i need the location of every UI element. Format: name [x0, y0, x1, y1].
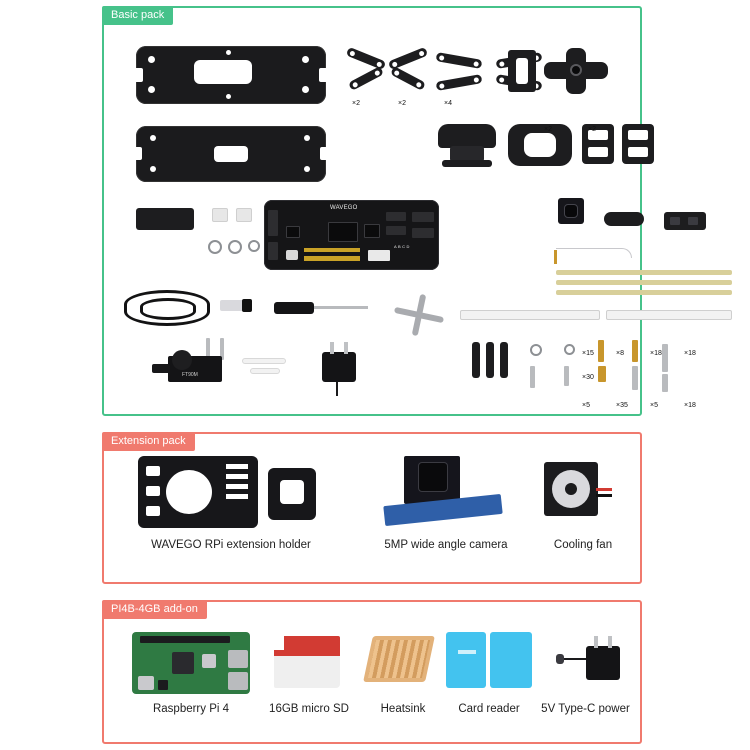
camera-module-small: [556, 196, 586, 226]
hw-count-8: ×5: [650, 402, 658, 409]
caption-extension-holder: WAVEGO RPi extension holder: [151, 539, 311, 551]
battery-part: [136, 208, 194, 230]
count-link-a: ×4: [444, 100, 452, 107]
extension-holder-part: [138, 456, 258, 528]
extension-holder-part-small: [268, 468, 316, 520]
caption-camera: 5MP wide angle camera: [384, 539, 508, 551]
caption-heatsink: Heatsink: [380, 703, 426, 715]
cross-wrench-tool: [394, 294, 444, 336]
spacer-cubes: [212, 206, 258, 228]
wavego-driver-board: WAVEGO A B C D: [264, 200, 439, 270]
rail-gold-2: [556, 280, 732, 285]
count-arm-left: ×2: [352, 100, 360, 107]
section-addon-pack-label: PI4B-4GB add-on: [102, 600, 207, 619]
hw-count-7: ×35: [616, 402, 628, 409]
caption-raspberry-pi: Raspberry Pi 4: [152, 703, 230, 715]
caption-fan: Cooling fan: [553, 539, 613, 551]
roller-part: [604, 212, 644, 226]
servo-horn-parts: [242, 352, 288, 380]
bracket-part-left: [582, 124, 614, 164]
section-extension-pack: [102, 432, 642, 584]
board-brand-text: WAVEGO: [330, 205, 358, 211]
caption-sd-card: 16GB micro SD: [269, 703, 349, 715]
hw-count-2: ×8: [616, 350, 624, 357]
micro-sd-card-part: [274, 636, 340, 688]
rail-gold-1: [556, 270, 732, 275]
hw-count-4: ×18: [684, 350, 696, 357]
cover-plate-part: [508, 124, 572, 166]
raspberry-pi-4-part: [132, 626, 250, 698]
pin-header-strip-1: [460, 310, 600, 320]
caption-card-reader: Card reader: [458, 703, 520, 715]
count-bracket-left: ×2: [544, 126, 552, 133]
rail-gold-3: [556, 290, 732, 295]
usb-cable: [124, 286, 254, 334]
body-shell-part: [436, 120, 498, 172]
pin-header-strip-2: [606, 310, 732, 320]
hw-count-6: ×5: [582, 402, 590, 409]
caption-type-c-power: 5V Type-C power: [541, 703, 630, 715]
card-reader-part: [446, 632, 532, 688]
bracket-part-right: [622, 124, 654, 164]
power-adapter: [316, 338, 366, 398]
small-rect-plate: [508, 50, 536, 92]
washer-nut-parts: [208, 240, 266, 262]
servo-motor: [152, 346, 232, 390]
section-basic-pack-label: Basic pack: [102, 6, 173, 25]
count-arm-right: ×2: [398, 100, 406, 107]
antenna-cable: [554, 240, 634, 266]
section-extension-pack-label: Extension pack: [102, 432, 195, 451]
chassis-plate-top: [136, 46, 326, 104]
servo-brand-text: FT90M: [182, 372, 198, 378]
count-bracket-right: ×2: [588, 126, 596, 133]
camera-module-5mp: [374, 456, 514, 534]
hw-count-3: ×18: [650, 350, 662, 357]
hw-count-5: ×30: [582, 374, 594, 381]
link-bar-parts-a: [436, 52, 494, 104]
section-basic-pack: [102, 6, 696, 416]
hw-count-1: ×15: [582, 350, 594, 357]
hw-count-9: ×18: [684, 402, 696, 409]
curved-arm-parts: [344, 48, 434, 103]
cooling-fan-part: [532, 458, 612, 524]
type-c-power-part: [556, 624, 626, 694]
section-addon-pack: [102, 600, 642, 744]
screwdriver: [274, 300, 370, 318]
cross-mount-part: [544, 48, 608, 94]
heatsink-part: [368, 636, 430, 686]
small-module-board: [664, 212, 706, 230]
chassis-plate-bottom: [136, 126, 326, 182]
